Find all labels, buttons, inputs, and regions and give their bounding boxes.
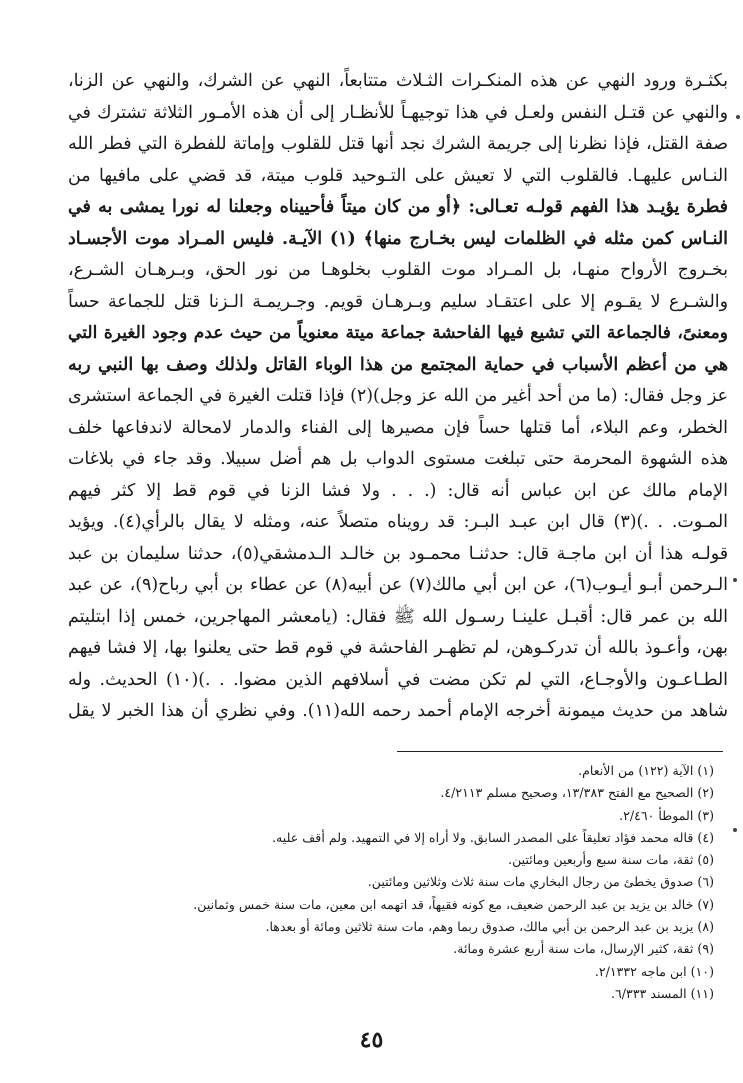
body-line-quran-verse: النـاس كمن مثله في الظلمات ليس بخـارج منها﴾ (١) الآيـة. فليس المـراد موت الأجسـاد <box>68 228 728 249</box>
body-text <box>68 66 728 728</box>
body-line: هذه الشهوة المحرمة حتى تبلغت مستوى الدواب بل هم أضل سبيلا. وقد جاء في بلاغات <box>68 449 728 469</box>
body-line: صفة القتل، فإذا نظرنا إلى جريمة الشرك نجد أنها قتل للقلوب وإماتة للفطرة التي فطر الله <box>68 134 728 154</box>
footnotes <box>90 760 714 1005</box>
body-line: قولـه هذا أن ابن ماجـة قال: حدثنـا محمـود بن خالـد الـدمشقي(٥)، حدثنا سليمان بن عبد <box>68 543 728 564</box>
footnote: (١١) المسند ٦/٣٣٣. <box>611 985 714 1001</box>
body-line: المـوت. . .)(٣) قال ابن عبـد البـر: قد رويناه متصلاً عنه، ومثله لا يقال بالرأي(٤). ويؤيد <box>68 512 728 532</box>
body-line: الله بن عمر قال: أقبـل علينـا رسـول الله ﷺ فقال: (يامعشر المهاجرين، خمس إذا ابتليتم <box>68 606 728 627</box>
footnote: (١٠) ابن ماجه ٢/١٣٣٢. <box>594 963 714 979</box>
page-number: ٤٥ <box>359 1027 384 1053</box>
body-line: النـاس عليهـا. فالقلوب التي لا تعيش على التـوحيد قلوب ميتة، قد قضي على مافيها من <box>68 165 728 186</box>
body-line: عز وجل فقال: (ما من أحد أغير من الله عز وجل)(٢) فإذا قتلت الغيرة في الجماعة استشرى <box>68 386 728 406</box>
body-line: هي من أعظم الأسباب في حماية المجتمع من هذا الوباء القاتل ولذلك وصف بها النبي ربه <box>68 354 728 375</box>
footnote: (٦) صدوق يخطئ من رجال البخاري مات سنة ثلاث وثلاثين ومائتين. <box>367 874 714 890</box>
footnote-separator <box>397 751 723 752</box>
margin-dot <box>733 828 737 832</box>
body-line: الـرحمن أبـو أيـوب(٦)، عن ابن أبي مالك(٧) عن أبيه(٨) عن عطاء بن أبي رباح(٩)، عن عبد <box>68 575 728 595</box>
margin-dot <box>736 115 740 119</box>
body-line: الإمام مالك عن ابن عباس أنه قال: (. . . ولا فشا الزنا في قوم قط إلا كثر فيهم <box>68 480 728 501</box>
footnote: (٩) ثقة، كثير الإرسال، مات سنة أربع عشرة ومائة. <box>453 941 714 957</box>
body-line: شاهد من حديث ميمونة أخرجه الإمام أحمد رحمه الله(١١). وفي نظري أن هذا الخبر لا يقل <box>68 701 728 721</box>
body-line: بخـروج الأرواح منهـا، بل المـراد موت القلوب بخلوهـا من نور الحق، وبـرهـان الشـرع، <box>68 260 728 280</box>
body-line: والشـرع لا يقـوم إلا على اعتقـاد سليم وبـرهـان قويم. وجـريمـة الـزنا قتل للجماعة حساً <box>68 291 728 312</box>
body-line: الخطر، وعم البلاء، أما قتلها حساً فإن مصيرها إلى الفناء والدمار لامحالة لاندفاعها خلف <box>68 417 728 438</box>
body-line: بهن، وأعـوذ بالله أن تدركـوهن، لم تظهـر الفاحشة في قوم قط حتى يعلنوا بها، إلا فشا فيهم <box>68 638 728 658</box>
footnote: (٨) يزيد بن عبد الرحمن بن أبي مالك، صدوق ربما وهم، مات سنة ثلاثين ومائة أو بعدها. <box>265 919 714 935</box>
body-line: بكثـرة ورود النهي عن هذه المنكـرات الثـلاث متتابعاً، النهي عن الشرك، والنهي عن الزنا، <box>68 71 728 91</box>
margin-dot <box>733 578 737 582</box>
body-line: والنهي عن قتـل النفس ولعـل في هذا توجيهـاً للأنظـار إلى أن هذه الأمـور الثلاثة تشترك في <box>68 102 728 123</box>
body-line: الطـاعـون والأوجـاع، التي لم تكن مضت في أسلافهم الذين مضوا. . .)(١٠) الحديث. وله <box>68 669 728 690</box>
footnote: (٤) قاله محمد فؤاد تعليقاً على المصدر السابق. ولا أراه إلا في التمهيد. ولم أقف عليه. <box>272 829 714 845</box>
body-line-quran-verse: فطرة يؤيـد هذا الفهم قولـه تعـالى: ﴿أو من كان ميتاً فأحييناه وجعلنا له نورا يمشى به في <box>68 197 728 217</box>
footnote: (١) الآية (١٢٢) من الأنعام. <box>578 763 714 778</box>
footnote: (٧) خالد بن يزيد بن عبد الرحمن ضعيف، مع كونه فقيهاً، قد اتهمه ابن معين، مات سنة خمس وثمانين. <box>193 896 714 912</box>
footnote: (٣) الموطأ ٢/٤٦٠. <box>619 807 714 823</box>
body-line: ومعنىً، فالجماعة التي تشيع فيها الفاحشة جماعة ميتة معنوياً من حيث عدم وجود الغيرة التي <box>68 323 728 343</box>
footnote: (٢) الصحيح مع الفتح ١٣/٣٨٣، وصحيح مسلم ٤/٢١١٣. <box>440 785 714 801</box>
footnote: (٥) ثقة، مات سنة سبع وأربعين ومائتين. <box>508 852 714 868</box>
